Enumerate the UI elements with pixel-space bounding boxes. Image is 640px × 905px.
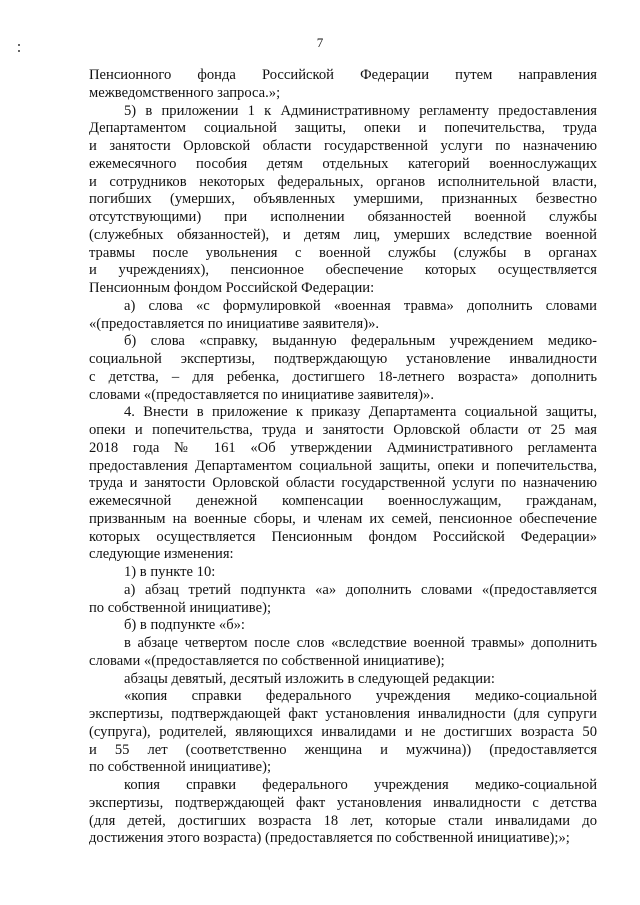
text-line: социальной экспертизы, подтверждающую установление инвалидности: [89, 351, 597, 367]
text-line: и учреждениях), пенсионное обеспечение которых осуществляется: [89, 262, 597, 279]
text-line: словами «(предоставляется по инициативе заявителя)».: [89, 386, 434, 403]
text-line: ежемесячной денежной компенсации военнослужащим, гражданам,: [89, 493, 597, 509]
text-line: Пенсионным фондом Российской Федерации:: [89, 280, 375, 296]
text-line: 1) в пункте 10:: [124, 564, 216, 580]
text-line: призванным на военные сборы, и членам их семей, пенсионное обеспечение: [89, 510, 597, 527]
text-line: межведомственного запроса.»;: [89, 84, 281, 101]
text-line: (для детей, достигших возраста 18 лет, которые стали инвалидами до: [89, 812, 597, 829]
text-line: труда и занятости Орловской области государственной услуги по назначению: [89, 475, 597, 492]
text-line: абзацы девятый, десятый изложить в следующей редакции:: [124, 670, 495, 687]
text-line: с детства, – для ребенка, достигшего 18-летнего возраста» дополнить: [89, 368, 597, 385]
text-line: 2018 года № 161 «Об утверждении Административного регламента: [89, 439, 597, 456]
text-line: словами «(предоставляется по собственной инициативе);: [89, 652, 445, 669]
text-line: Департаментом социальной защиты, опеки и попечительства, труда: [89, 120, 597, 137]
text-line: «(предоставляется по инициативе заявителя)».: [89, 315, 380, 332]
text-line: и занятости Орловской области государственной услуги по назначению: [89, 138, 597, 154]
text-line: 5) в приложении 1 к Административному регламенту предоставления: [124, 102, 597, 119]
text-line: экспертизы, подтверждающей факт установления инвалидности (для супруги: [89, 706, 597, 722]
text-line: по собственной инициативе);: [89, 599, 272, 616]
text-line: по собственной инициативе);: [89, 759, 272, 776]
text-line: и 55 лет (соответственно женщина и мужчина)) (предоставляется: [89, 741, 597, 758]
text-line: достижения этого возраста) (предоставляется по собственной инициативе);»;: [89, 830, 570, 847]
page-number: 7: [316, 35, 324, 50]
text-line: и сотрудников некоторых федеральных, органов исполнительной власти,: [89, 173, 597, 190]
text-line: б) слова «справку, выданную федеральным учреждением медико-: [124, 333, 597, 350]
text-line: в абзаце четвертом после слов «вследствие военной травмы» дополнить: [124, 635, 597, 651]
text-line: следующие изменения:: [89, 546, 234, 563]
text-line: «копия справки федерального учреждения медико-социальной: [124, 688, 597, 705]
text-line: ежемесячного пособия детям отдельных категорий военнослужащих: [89, 155, 597, 172]
text-line: отсутствующими) при исполнении обязанностей военной службы: [89, 209, 597, 225]
text-line: копия справки федерального учреждения медико-социальной: [124, 777, 597, 793]
text-line: а) абзац третий подпункта «а» дополнить словами «(предоставляется: [124, 581, 597, 598]
text-line: травмы после увольнения с военной службы (службы в органах: [89, 244, 597, 261]
text-line: которых осуществляется Пенсионным фондом Российской Федерации»: [89, 528, 597, 545]
text-line: б) в подпункте «б»:: [124, 617, 245, 634]
text-line: Пенсионного фонда Российской Федерации путем направления: [89, 67, 597, 83]
text-line: (супруга), родителей, являющихся инвалидами и не достигших возраста 50: [89, 723, 597, 740]
text-line: опеки и попечительства, труда и занятости Орловской области от 25 мая: [89, 422, 597, 438]
text-line: предоставления Департаментом социальной защиты, опеки и попечительства,: [89, 457, 597, 474]
text-line: (служебных обязанностей), и детям лиц, умерших вследствие военной: [89, 226, 597, 243]
text-line: 4. Внести в приложение к приказу Департамента социальной защиты,: [124, 404, 597, 421]
text-line: погибших (умерших, объявленных умершими, признанных безвестно: [89, 191, 597, 208]
text-line: а) слова «с формулировкой «военная травма» дополнить словами: [124, 297, 597, 314]
text-line: экспертизы, подтверждающей факт установления инвалидности с детства: [89, 794, 597, 811]
